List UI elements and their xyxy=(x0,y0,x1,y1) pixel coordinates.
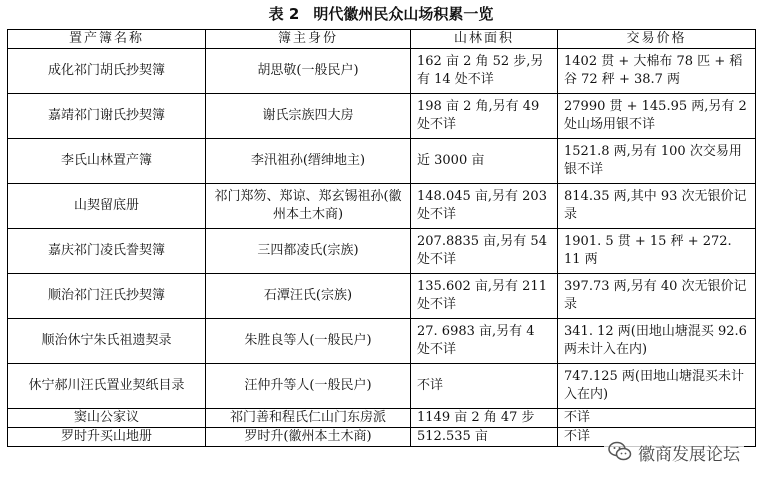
area-cell: 207.8835 亩,另有 54 处不详 xyxy=(411,229,558,274)
data-table xyxy=(7,29,756,447)
table-row xyxy=(8,49,756,94)
book-name-cell: 顺治祁门汪氏抄契簿 xyxy=(8,274,206,319)
owner-cell: 祁门善和程氏仁山门东房派 xyxy=(206,409,411,428)
header-cell-book-name: 置产簿名称 xyxy=(8,30,206,49)
owner-cell: 三四都凌氏(宗族) xyxy=(206,229,411,274)
owner-cell: 祁门郑笏、郑谅、郑玄锡祖孙(徽州本土木商) xyxy=(206,184,411,229)
owner-cell: 朱胜良等人(一般民户) xyxy=(206,319,411,364)
price-cell: 1901. 5 贯 + 15 秤 + 272. 11 两 xyxy=(558,229,756,274)
watermark xyxy=(604,438,744,466)
owner-cell: 汪仲升等人(一般民户) xyxy=(206,364,411,409)
header-cell-area: 山林面积 xyxy=(411,30,558,49)
price-cell: 341. 12 两(田地山塘混买 92.6 两未计入在内) xyxy=(558,319,756,364)
table-row xyxy=(8,184,756,229)
owner-cell: 胡思敬(一般民户) xyxy=(206,49,411,94)
table-row xyxy=(8,139,756,184)
owner-cell: 石潭汪氏(宗族) xyxy=(206,274,411,319)
area-cell: 27. 6983 亩,另有 4 处不详 xyxy=(411,319,558,364)
wechat-icon xyxy=(608,441,632,463)
book-name-cell: 罗时升买山地册 xyxy=(8,428,206,447)
table-caption: 明代徽州民众山场积累一览 xyxy=(313,5,494,23)
price-cell: 1521.8 两,另有 100 次交易用银不详 xyxy=(558,139,756,184)
header-row xyxy=(8,30,756,49)
area-cell: 135.602 亩,另有 211 处不详 xyxy=(411,274,558,319)
book-name-cell: 窦山公家议 xyxy=(8,409,206,428)
area-cell: 不详 xyxy=(411,364,558,409)
price-cell: 814.35 两,其中 93 次无银价记录 xyxy=(558,184,756,229)
watermark-text: 徽商发展论坛 xyxy=(638,444,740,465)
table-row xyxy=(8,274,756,319)
price-cell: 397.73 两,另有 40 次无银价记录 xyxy=(558,274,756,319)
header-cell-price: 交易价格 xyxy=(558,30,756,49)
area-cell: 162 亩 2 角 52 步,另有 14 处不详 xyxy=(411,49,558,94)
book-name-cell: 休宁郝川汪氏置业契纸目录 xyxy=(8,364,206,409)
owner-cell: 李汛祖孙(缙绅地主) xyxy=(206,139,411,184)
price-cell: 747.125 两(田地山塘混买未计入在内) xyxy=(558,364,756,409)
book-name-cell: 李氏山林置产簿 xyxy=(8,139,206,184)
owner-cell: 罗时升(徽州本土木商) xyxy=(206,428,411,447)
book-name-cell: 山契留底册 xyxy=(8,184,206,229)
table-number: 表 2 xyxy=(268,5,300,23)
owner-cell: 谢氏宗族四大房 xyxy=(206,94,411,139)
header-cell-owner: 簿主身份 xyxy=(206,30,411,49)
book-name-cell: 嘉靖祁门谢氏抄契簿 xyxy=(8,94,206,139)
area-cell: 512.535 亩 xyxy=(411,428,558,447)
area-cell: 1149 亩 2 角 47 步 xyxy=(411,409,558,428)
table-row xyxy=(8,229,756,274)
book-name-cell: 成化祁门胡氏抄契簿 xyxy=(8,49,206,94)
price-cell: 1402 贯 + 大棉布 78 匹 + 稻谷 72 秤 + 38.7 两 xyxy=(558,49,756,94)
table-row xyxy=(8,364,756,409)
area-cell: 148.045 亩,另有 203 处不详 xyxy=(411,184,558,229)
table-row xyxy=(8,319,756,364)
book-name-cell: 嘉庆祁门凌氏誊契簿 xyxy=(8,229,206,274)
price-cell: 27990 贯 + 145.95 两,另有 2 处山场用银不详 xyxy=(558,94,756,139)
price-cell: 不详 xyxy=(558,409,756,428)
area-cell: 198 亩 2 角,另有 49 处不详 xyxy=(411,94,558,139)
table-row xyxy=(8,409,756,428)
table-row xyxy=(8,94,756,139)
price-cell: 不详 xyxy=(558,428,756,447)
area-cell: 近 3000 亩 xyxy=(411,139,558,184)
book-name-cell: 顺治休宁朱氏祖遗契录 xyxy=(8,319,206,364)
table-title xyxy=(0,2,762,26)
